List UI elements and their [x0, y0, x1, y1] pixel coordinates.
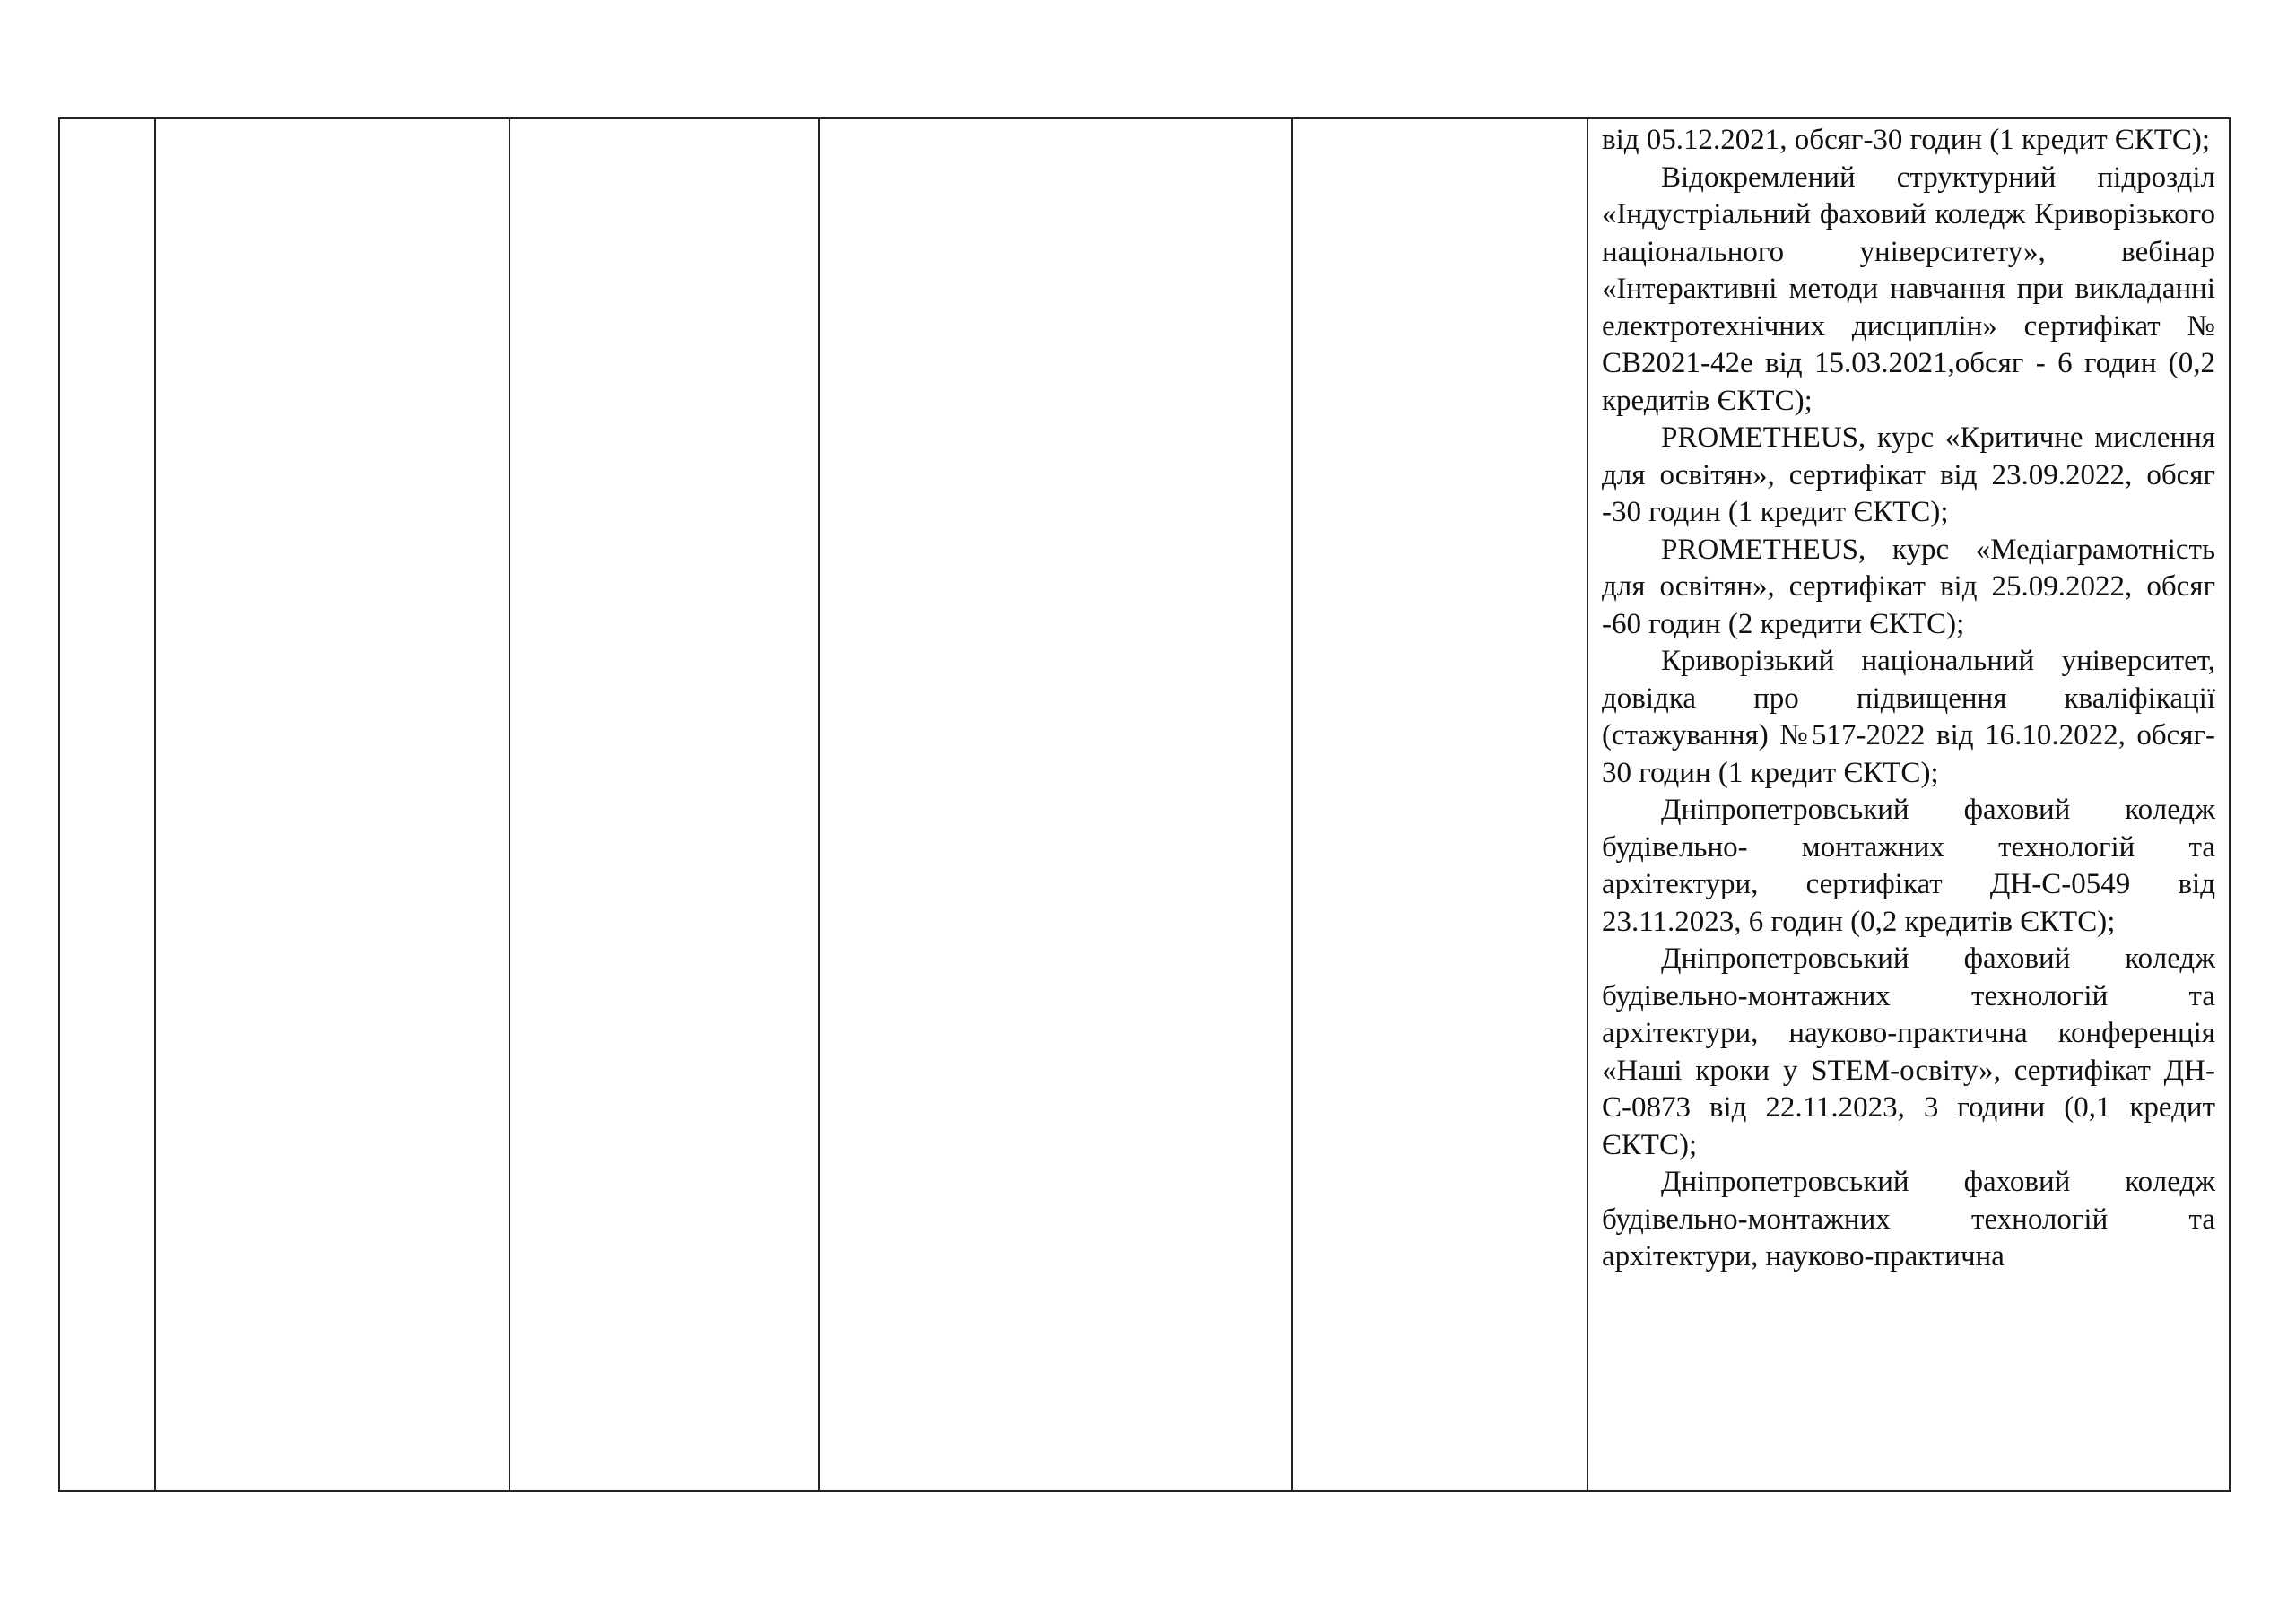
certificate-entry: Відокремлений структурний підрозділ «Індустріальний фаховий коледж Криворізького національного університету», вебінар «Інтерактивні методи навчання при викладанні електротехнічних дисциплін» сертифікат № СВ2021-42е від 15.03.2021,обсяг - 6 годин (0,2 кредитів ЄКТС); — [1602, 161, 2215, 417]
certificate-entry: Дніпропетровський фаховий коледж будівельно-монтажних технологій та архітектури, науково-практична конференція «Наші кроки у STEM-освіту», сертифікат ДН-С-0873 від 22.11.2023, 3 години (0,1 кредит ЄКТС); — [1602, 942, 2215, 1161]
table-row — [59, 118, 2230, 1491]
certificate-entry: PROMETHEUS, курс «Медіаграмотність для освітян», сертифікат від 25.09.2022, обсяг -60 годин (2 кредити ЄКТС); — [1602, 533, 2215, 640]
table-cell-professional-development — [1587, 118, 2230, 1491]
certificate-entry: Криворізький національний університет, довідка про підвищення кваліфікації (стажування) №517-2022 від 16.10.2022, обсяг- 30 годин (1 кредит ЄКТС); — [1602, 645, 2215, 789]
document-table — [58, 117, 2231, 1492]
table-cell-education — [819, 118, 1292, 1491]
certificate-entry: Дніпропетровський фаховий коледж будівельно-монтажних технологій та архітектури, науково-практична — [1602, 1166, 2215, 1272]
certificate-entry: PROMETHEUS, курс «Критичне мислення для освітян», сертифікат від 23.09.2022, обсяг -30 годин (1 кредит ЄКТС); — [1602, 421, 2215, 528]
certificate-entry: від 05.12.2021, обсяг-30 годин (1 кредит ЄКТС); — [1602, 124, 2211, 156]
table-cell-number — [59, 118, 155, 1491]
table-cell-position — [509, 118, 819, 1491]
table-cell-name — [155, 118, 509, 1491]
certificate-entry: Дніпропетровський фаховий коледж будівельно- монтажних технологій та архітектури, сертифікат ДН-С-0549 від 23.11.2023, 6 годин (0,2 кредитів ЄКТС); — [1602, 794, 2215, 938]
table-cell-qualification — [1292, 118, 1587, 1491]
